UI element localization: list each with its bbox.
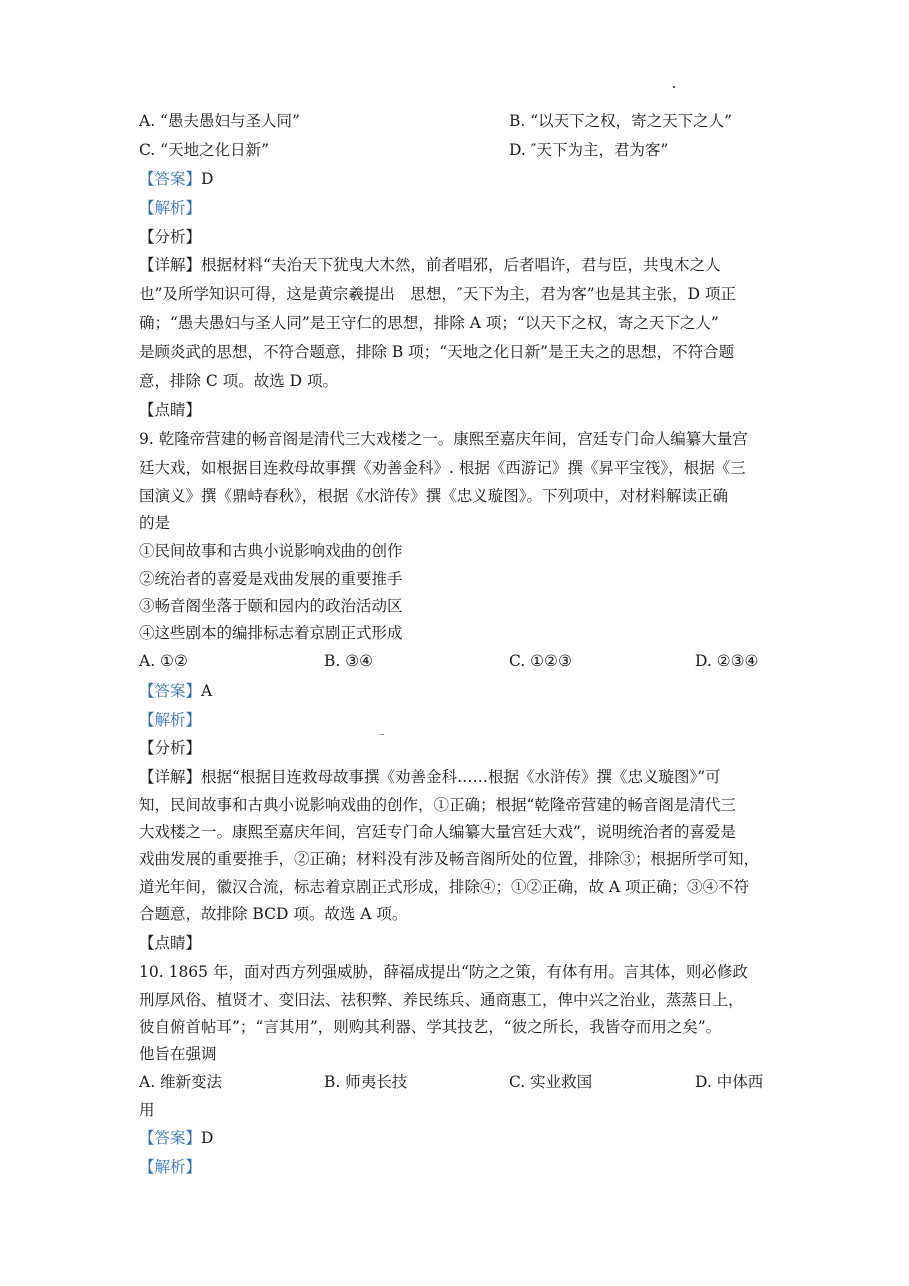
q10-answer [139, 1128, 213, 1148]
q9-stem-line-3: 国演义》撰《鼎峙春秋》，根据《水浒传》撰《忠义璇图》。下列项中，对材料解读正确 [139, 487, 729, 505]
q10-option-c: C. 实业救国 [509, 1073, 593, 1091]
q9-detail-line-6: 合题意，故排除 BCD 项。故选 A 项。 [139, 905, 408, 923]
q8-detail-line-3: 确；“愚夫愚妇与圣人同”是王守仁的思想，排除 A 项；“以天下之权，寄之天下之人” [139, 314, 719, 332]
q9-item-3: ③畅音阁坐落于颐和园内的政治活动区 [139, 597, 403, 615]
q10-option-d-continued: 用 [139, 1101, 155, 1119]
q8-detail-line-1 [139, 255, 720, 275]
q10-stem-line-3: 彼自俯首帖耳”；“言其用”，则购其利器、学其技艺，“彼之所长，我皆夺而用之矣”。 [139, 1018, 722, 1036]
q9-detail-line-5: 道光年间，徽汉合流，标志着京剧正式形成，排除④；①②正确，故 A 项正确；③④不符 [139, 878, 750, 896]
q9-option-b: B. ③④ [324, 652, 374, 670]
q10-option-b: B. 师夷长技 [324, 1073, 408, 1091]
q9-item-4: ④这些剧本的编排标志着京剧正式形成 [139, 624, 403, 642]
scan-dot-mark [673, 86, 675, 88]
q9-detail-line-1 [139, 767, 721, 787]
q9-stem-line-2: 廷大戏，如根据目连救母故事撰《劝善金科》. 根据《西游记》撰《昇平宝筏》，根据《三 [139, 459, 746, 477]
q9-option-a: A. ①② [139, 652, 188, 670]
answer-value: D [201, 170, 214, 188]
q9-option-d: D. ②③④ [695, 652, 759, 670]
q9-dianjing-heading: 【点睛】 [139, 934, 202, 952]
q8-detail-line-4: 是顾炎武的思想，不符合题意，排除 B 项；“天地之化日新”是王夫之的思想，不符合题 [139, 343, 735, 361]
detail-tag: 【详解】 [139, 768, 202, 786]
answer-tag: 【答案】 [139, 1129, 202, 1147]
q10-stem-line-1: 10. 1865 年，面对西方列强威胁，薛福成提出“防之之策，有体有用。言其体，则必修政 [139, 963, 748, 981]
q8-answer [139, 169, 213, 189]
q8-option-a: A. “愚夫愚妇与圣人同” [139, 112, 300, 130]
answer-tag: 【答案】 [139, 682, 202, 700]
q9-fenxi-heading: 【分析】 [139, 739, 202, 757]
q10-option-a: A. 维新变法 [139, 1073, 223, 1091]
q10-stem-line-4: 他旨在强调 [139, 1045, 217, 1063]
q9-item-1: ①民间故事和古典小说影响戏曲的创作 [139, 542, 403, 560]
q9-detail-line-3: 大戏楼之一。康熙至嘉庆年间，宫廷专门命人编纂大量宫廷大戏”，说明统治者的喜爱是 [139, 823, 736, 841]
q8-option-b: B. “以天下之权，寄之天下之人” [509, 112, 733, 130]
answer-tag: 【答案】 [139, 170, 202, 188]
q10-jiexi-heading: 【解析】 [139, 1158, 202, 1176]
q8-option-d: D. ″天下为主，君为客” [509, 141, 669, 159]
q10-stem-line-2: 刑厚风俗、植贤才、变旧法、祛积弊、养民练兵、通商惠工，俾中兴之治业，蒸蒸日上， [139, 991, 744, 1009]
answer-value: D [201, 1129, 214, 1147]
q8-fenxi-heading: 【分析】 [139, 228, 202, 246]
q9-detail-line-2: 知，民间故事和古典小说影响戏曲的创作，①正确；根据“乾隆帝营建的畅音阁是清代三 [139, 796, 736, 814]
q9-detail-line-4: 戏曲发展的重要推手，②正确；材料没有涉及畅音阁所处的位置，排除③；根据所学可知， [139, 850, 760, 868]
q8-jiexi-heading: 【解析】 [139, 199, 202, 217]
scan-dash-mark [380, 734, 384, 735]
q8-option-c: C. “天地之化日新” [139, 141, 270, 159]
q8-dianjing-heading: 【点睛】 [139, 401, 202, 419]
q9-item-2: ②统治者的喜爱是戏曲发展的重要推手 [139, 570, 403, 588]
detail-text: 根据材料“夫治天下犹曳大木然，前者唱邪，后者唱许，君与臣，共曳木之人 [201, 256, 721, 274]
q9-stem-line-1: 9. 乾隆帝营建的畅音阁是清代三大戏楼之一。康熙至嘉庆年间，宫廷专门命人编纂大量宫 [139, 430, 748, 448]
q9-answer [139, 681, 212, 701]
q9-option-c: C. ①②③ [509, 652, 572, 670]
q8-detail-line-2: 也”及所学知识可得，这是黄宗羲提出 思想，″天下为主，君为客”也是其主张，D 项正 [139, 285, 736, 303]
detail-text: 根据“根据目连救母故事撰《劝善金科……根据《水浒传》撰《忠义璇图》”可 [201, 768, 721, 786]
q9-stem-line-4: 的是 [139, 514, 171, 532]
answer-value: A [201, 682, 213, 700]
q10-option-d: D. 中体西 [695, 1073, 764, 1091]
q8-detail-line-5: 意，排除 C 项。故选 D 项。 [139, 372, 338, 390]
detail-tag: 【详解】 [139, 256, 202, 274]
q9-jiexi-heading: 【解析】 [139, 711, 202, 729]
